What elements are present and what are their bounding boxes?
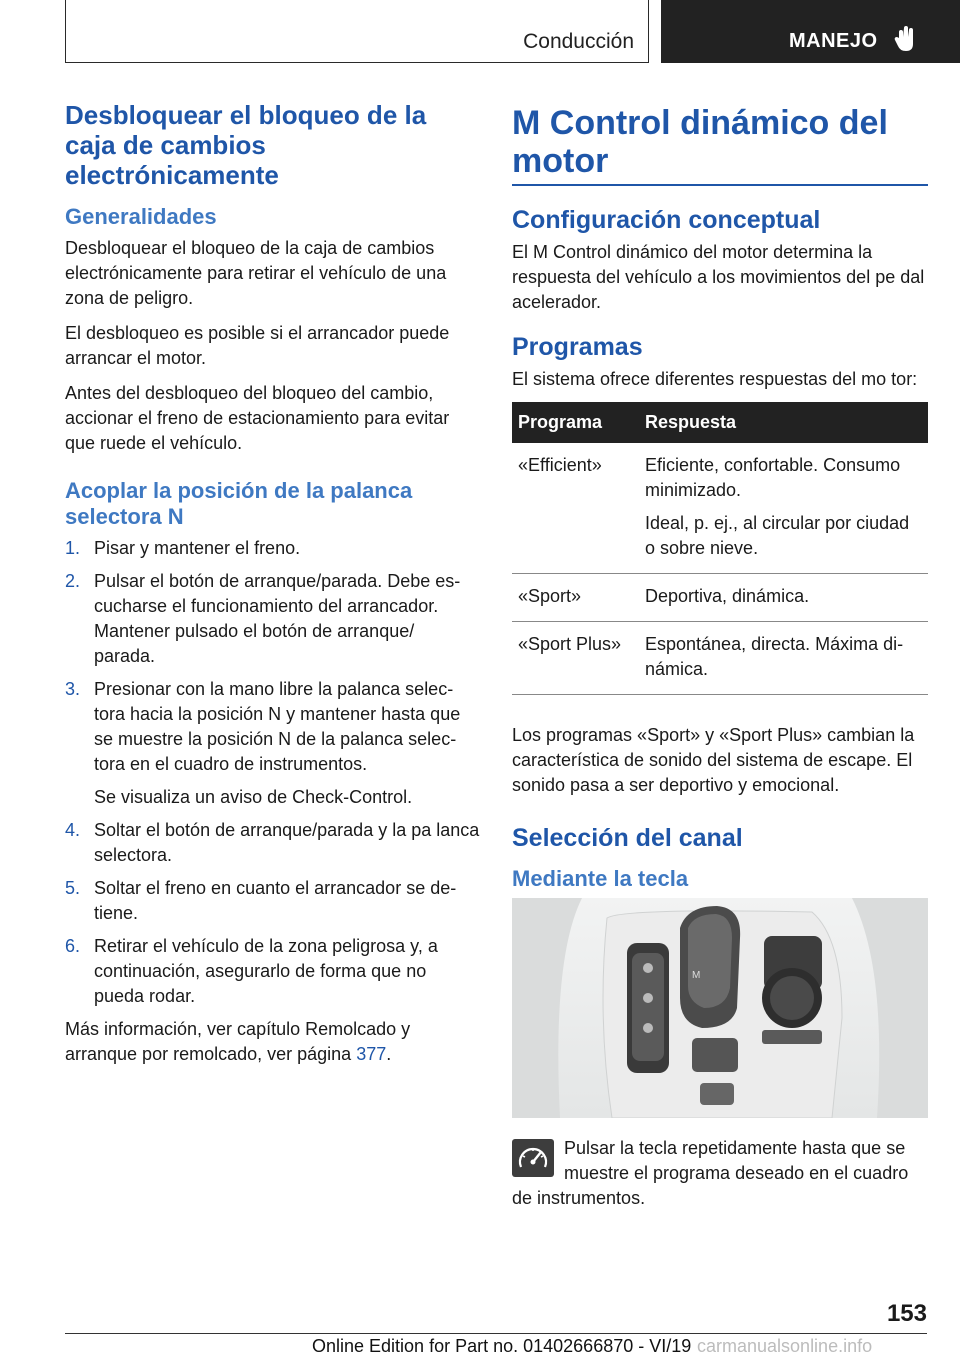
list-item	[65, 818, 480, 868]
list-item	[65, 934, 480, 1009]
step-text: Soltar el botón de arranque/parada y la pa lanca selectora.	[94, 820, 480, 865]
general-paragraph: El desbloqueo es posible si el arrancador puede arrancar el motor.	[65, 323, 450, 368]
table-header-row	[512, 402, 928, 443]
step-note: Se visualiza un aviso de Check-Control.	[94, 787, 413, 807]
table-header-cell: Respuesta	[639, 402, 928, 443]
program-cell: «Efficient»	[512, 443, 639, 574]
list-item	[65, 569, 480, 669]
response-cell: Espontánea, directa. Máxima di námica.	[639, 621, 928, 694]
step-text: Presionar con la mano libre la palanca selec tora hacia la posición N y mantener hasta que se muestre la posición N de la palanca selec tora en el cuadro de instrumentos.	[94, 679, 461, 774]
watermark-text: carmanualsonline.info	[697, 1336, 873, 1356]
channel-heading: Selección del canal	[512, 823, 743, 852]
step-number: 6.	[65, 936, 81, 956]
list-item	[65, 536, 480, 561]
table-row	[512, 443, 928, 574]
instruction-paragraph	[512, 1136, 928, 1211]
programs-heading: Programas	[512, 332, 643, 361]
response-cell	[639, 443, 928, 574]
section-title: Conducción	[523, 30, 634, 53]
driving-dynamics-button-icon	[512, 1139, 554, 1177]
right-section-title: M Control dinámico del motor	[512, 104, 888, 180]
step-text: Retirar el vehículo de la zona peligrosa y, a continuación, asegurarlo de forma que no pueda rodar.	[94, 936, 438, 1006]
edition-text: Online Edition for Part no. 01402666870 - VI/19	[312, 1336, 692, 1356]
steps-list	[65, 536, 480, 1009]
page-header	[0, 0, 960, 66]
step-number: 5.	[65, 878, 81, 898]
steps-heading: Acoplar la posición de la palanca selectora N	[65, 478, 413, 529]
instruction-text: Pulsar la tecla repetidamente hasta que se muestre el programa deseado en el cuadro de instrumentos.	[512, 1137, 909, 1208]
general-paragraph: Desbloquear el bloqueo de la caja de cambios electrónicamente para retirar el vehículo de una zona de peligro.	[65, 238, 447, 308]
svg-text:M: M	[692, 969, 701, 981]
left-column	[65, 100, 480, 1077]
section-tab	[65, 0, 649, 63]
sound-paragraph: Los programas «Sport» y «Sport Plus» cambian la característica de sonido del sistema de escape. El sonido pasa a ser deportivo y emocional.	[512, 724, 915, 795]
console-illustration	[512, 898, 928, 1118]
response-extra: Ideal, p. ej., al circular por ciudad o sobre nieve.	[645, 512, 910, 558]
page-footer	[0, 1290, 960, 1362]
programs-table	[512, 402, 928, 695]
step-text: Soltar el freno en cuanto el arrancador se de tiene.	[94, 878, 457, 923]
chapter-title: MANEJO	[789, 30, 878, 52]
page-number: 153	[886, 1300, 927, 1327]
programs-paragraph: El sistema ofrece diferentes respuestas del mo tor:	[512, 368, 918, 389]
table-row	[512, 573, 928, 621]
step-text: Pulsar el botón de arranque/parada. Debe es cucharse el funcionamiento del arrancador. Mantener pulsado el botón de arranque/ parada.	[94, 571, 461, 666]
more-info-paragraph	[65, 1017, 480, 1067]
program-cell: «Sport»	[512, 573, 639, 621]
table-header-cell: Programa	[512, 402, 639, 443]
step-number: 3.	[65, 679, 81, 699]
chapter-tab	[661, 0, 960, 63]
step-number: 4.	[65, 820, 81, 840]
general-heading: Generalidades	[65, 204, 217, 229]
driving-hand-icon	[891, 24, 921, 54]
footer-divider	[65, 1333, 927, 1334]
list-item	[65, 876, 480, 926]
concept-heading: Configuración conceptual	[512, 205, 821, 234]
center-console-image	[512, 898, 928, 1118]
left-section-title: Desbloquear el bloqueo de la caja de cambios electrónicamente	[65, 100, 427, 190]
response-cell: Deportiva, dinámica.	[639, 573, 928, 621]
program-cell: «Sport Plus»	[512, 621, 639, 694]
step-number: 1.	[65, 538, 81, 558]
more-info-text: Más información, ver capítulo Remolcado y arranque por remolcado, ver página	[65, 1019, 411, 1064]
title-divider	[512, 184, 928, 186]
response-text: Eficiente, confortable. Consumo minimizado.	[645, 454, 901, 500]
step-number: 2.	[65, 571, 81, 591]
concept-paragraph: El M Control dinámico del motor determina la respuesta del vehículo a los movimientos del pe dal acelerador.	[512, 241, 925, 312]
list-item	[65, 677, 480, 810]
table-row	[512, 621, 928, 694]
more-info-end: .	[386, 1044, 392, 1064]
button-heading: Mediante la tecla	[512, 865, 689, 891]
general-paragraph: Antes del desbloqueo del bloqueo del cambio, accionar el freno de estacionamiento para evitar que ruede el vehículo.	[65, 383, 450, 453]
page-reference-link[interactable]: 377	[356, 1044, 387, 1064]
step-text: Pisar y mantener el freno.	[94, 538, 301, 558]
right-column	[512, 100, 928, 1211]
